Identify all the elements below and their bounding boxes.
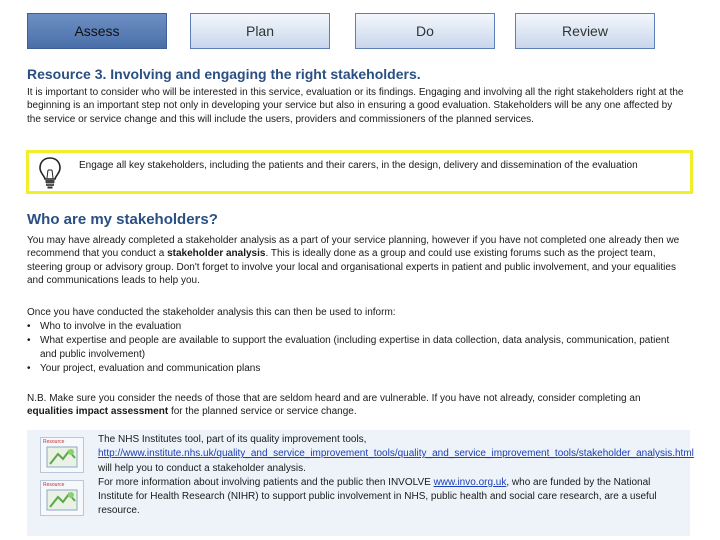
resource2-text-start: For more information about involving patients and the public then INVOLVE — [98, 476, 434, 488]
list-item: • Who to involve in the evaluation — [27, 320, 687, 334]
inform-intro: Once you have conducted the stakeholder analysis this can then be used to inform: — [27, 307, 396, 318]
list-item: • Your project, evaluation and communication plans — [27, 362, 687, 376]
resource-icon — [40, 480, 84, 516]
stage-tabs — [0, 13, 720, 51]
section-heading: Who are my stakeholders? — [27, 211, 218, 228]
nb-text-start: N.B. Make sure you consider the needs of those that are seldom heard and are vulnerable. If you have not already, consider completing an — [27, 393, 641, 404]
resource1-text-end: will help you to conduct a stakeholder analysis. — [98, 462, 306, 474]
nb-text-end: for the planned service or service change. — [168, 406, 357, 418]
tab-plan[interactable]: Plan — [190, 13, 330, 49]
stakeholder-analysis-term: stakeholder analysis — [167, 248, 266, 260]
tip-callout — [26, 150, 693, 194]
resource1-text-start: The NHS Institutes tool, part of its quality improvement tools, — [98, 434, 367, 445]
resources-text — [98, 433, 694, 519]
nhs-institute-link[interactable]: http://www.institute.nhs.uk/quality_and_service_improvement_tools/quality_and_service_improvement_tools/stakeholder_analysis.html — [98, 448, 694, 460]
stakeholders-text-end: . This is ideally done as a group and could use existing forums such as the project team, steering group or advisory group. Don't forget to involve your local and organisational experts in patient and public involvement, and your equalities and communications leads to help you. — [27, 248, 676, 286]
resource-icon-label: Resource — [43, 439, 65, 445]
resource-heading: Resource 3. Involving and engaging the right stakeholders. — [27, 66, 421, 82]
equalities-term: equalities impact assessment — [27, 406, 169, 418]
stakeholders-text-start: You may have already completed a stakeholder analysis as a part of your service planning, however if you have not completed one already then we recommend that you conduct a — [27, 235, 680, 260]
list-item: • What expertise and people are available to support the evaluation (including expertise in data collection, data analysis, communication, patient and public involvement) — [27, 334, 687, 362]
resources-panel — [27, 430, 694, 536]
tab-do[interactable]: Do — [355, 13, 495, 49]
tab-assess[interactable]: Assess — [27, 13, 167, 49]
resource2-text-end: , who are funded by the National Institute for Health Research (NIHR) to support public involvement in NHS, public health and social care research, are a useful resource. — [98, 476, 657, 517]
lightbulb-icon — [37, 156, 63, 190]
resource-icon — [40, 437, 84, 473]
invo-link[interactable]: www.invo.org.uk — [433, 476, 507, 488]
inform-list — [27, 320, 687, 376]
nb-paragraph — [27, 392, 687, 419]
resource-icon-label: Resource — [43, 482, 65, 488]
stakeholders-paragraph — [27, 234, 687, 287]
callout-text: Engage all key stakeholders, including the patients and their carers, in the design, delivery and dissemination of the evaluation — [79, 160, 638, 171]
intro-paragraph: It is important to consider who will be interested in this service, evaluation or its findings. Engaging and involving all the right stakeholders right at the beginning is an important step not only in developing your service but also in ensuring a good evaluation. Stakeholders will be any one affected by the service or service change and this will include the users, providers and commissioners of the planned services. — [27, 87, 684, 125]
tab-review[interactable]: Review — [515, 13, 655, 49]
